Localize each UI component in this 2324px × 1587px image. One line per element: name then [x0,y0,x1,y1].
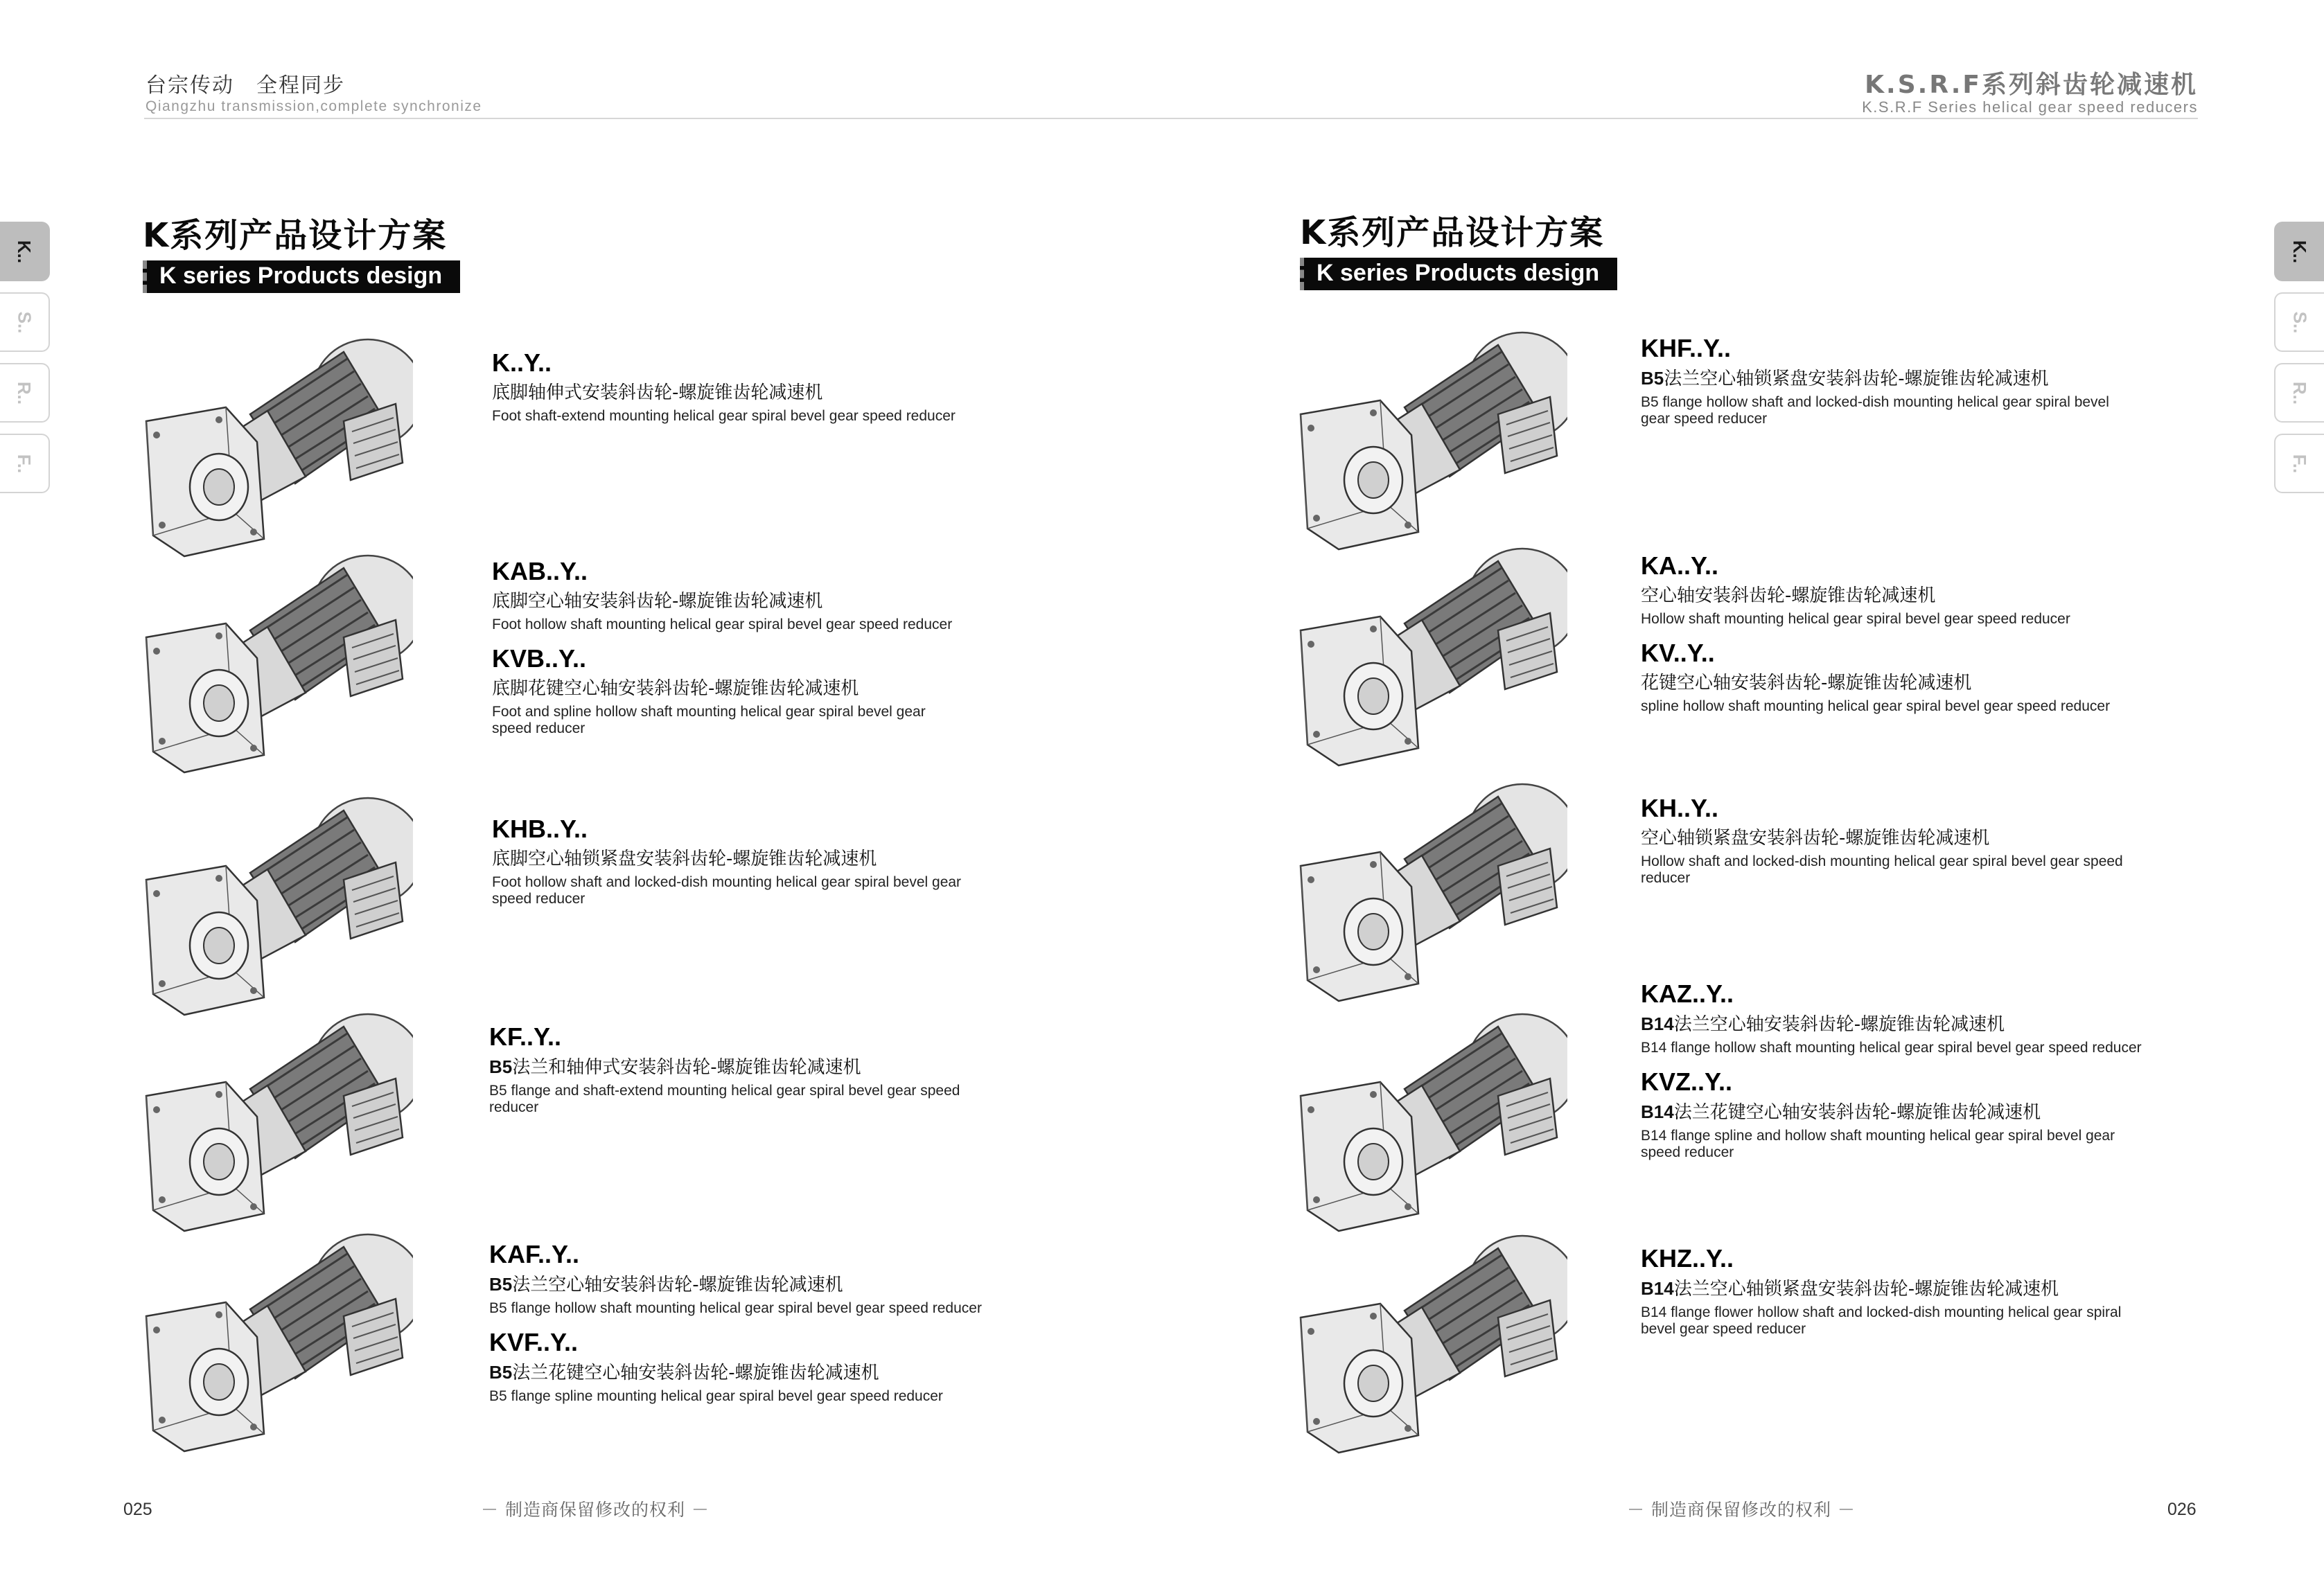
product-code: KHZ..Y.. [1641,1244,1734,1273]
right-section-title [1300,213,1617,290]
product-code: KV..Y.. [1641,638,1715,667]
product-name-cn: B5法兰和轴伸式安装斜齿轮-螺旋锥齿轮减速机 [489,1056,861,1078]
product-name-cn: 空心轴锁紧盘安装斜齿轮-螺旋锥齿轮减速机 [1641,827,1990,849]
tab-f-series[interactable]: F.. [0,434,50,493]
header-left-title: 台宗传动 全程同步 [146,73,345,98]
kf-reducer-image [136,1013,413,1234]
kab-reducer-image [136,554,413,776]
product-k-y [492,350,1005,425]
tab-r-series[interactable]: R.. [0,363,50,423]
product-kf [489,1024,1002,1115]
product-name-cn: B5法兰花键空心轴安装斜齿轮-螺旋锥齿轮减速机 [489,1361,879,1383]
product-name-en: Hollow shaft mounting helical gear spiral bevel gear speed reducer [1641,611,2070,628]
product-code: K..Y.. [492,348,552,377]
tab-k-series[interactable]: K.. [0,222,50,281]
product-name-en: B5 flange hollow shaft and locked-dish mounting helical gear spiral bevel gear speed reducer [1641,394,2109,427]
section-title-en: K series Products design [1300,258,1617,290]
product-code: KH..Y.. [1641,794,1719,822]
product-name-en: Foot and spline hollow shaft mounting helical gear spiral bevel gear speed reducer [492,704,926,736]
ka-reducer-image [1290,547,1567,769]
product-code: KF..Y.. [489,1022,562,1051]
product-name-cn: 底脚花键空心轴安装斜齿轮-螺旋锥齿轮减速机 [492,677,859,699]
product-kh [1641,795,2154,886]
tab-k-series[interactable]: K.. [2274,222,2324,281]
footer-note-right: － 制造商保留修改的权利 － [1627,1500,1856,1520]
khb-reducer-image [136,797,413,1018]
product-name-en: B14 flange hollow shaft mounting helical gear spiral bevel gear speed reducer [1641,1040,2142,1056]
left-series-tabs [0,222,50,504]
product-code: KHF..Y.. [1641,334,1732,362]
section-title-cn: K系列产品设计方案 [1300,213,1605,252]
product-name-en: B5 flange spline mounting helical gear spiral bevel gear speed reducer [489,1388,943,1405]
product-name-cn: 底脚轴伸式安装斜齿轮-螺旋锥齿轮减速机 [492,382,823,403]
tab-s-series[interactable]: S.. [2274,292,2324,352]
product-name-en: B14 flange spline and hollow shaft mounting helical gear spiral bevel gear speed reducer [1641,1128,2115,1160]
right-series-tabs [2274,222,2324,504]
product-khz [1641,1245,2154,1337]
product-kab-kvb [492,558,1005,736]
product-name-cn: 底脚空心轴锁紧盘安装斜齿轮-螺旋锥齿轮减速机 [492,848,877,869]
product-name-cn: 花键空心轴安装斜齿轮-螺旋锥齿轮减速机 [1641,672,1972,693]
header-left-subtitle: Qiangzhu transmission,complete synchronize [146,98,482,114]
section-title-en: K series Products design [143,260,460,293]
product-khb [492,816,1005,907]
tab-f-series[interactable]: F.. [2274,434,2324,493]
header-right-subtitle: K.S.R.F Series helical gear speed reducers [1862,98,2198,116]
product-name-en: B14 flange flower hollow shaft and locked-dish mounting helical gear spiral bevel gear speed reducer [1641,1304,2122,1337]
product-name-cn: 底脚空心轴安装斜齿轮-螺旋锥齿轮减速机 [492,590,823,612]
product-name-en: B5 flange hollow shaft mounting helical gear spiral bevel gear speed reducer [489,1300,982,1317]
product-name-en: Foot hollow shaft mounting helical gear spiral bevel gear speed reducer [492,617,953,633]
kaz-reducer-image [1290,1013,1567,1234]
tab-r-series[interactable]: R.. [2274,363,2324,423]
page-number-right: 026 [2167,1500,2197,1519]
product-code: KVB..Y.. [492,644,587,673]
product-khf [1641,335,2154,427]
product-code: KAF..Y.. [489,1240,580,1268]
tab-s-series[interactable]: S.. [0,292,50,352]
header-right-title: K.S.R.F系列斜齿轮减速机 [1865,71,2198,99]
kh-reducer-image [1290,783,1567,1004]
product-name-cn: B14法兰花键空心轴安装斜齿轮-螺旋锥齿轮减速机 [1641,1101,2041,1123]
product-code: KAB..Y.. [492,557,588,585]
left-section-title [143,216,460,293]
product-name-en: B5 flange and shaft-extend mounting helical gear spiral bevel gear speed reducer [489,1083,960,1115]
product-kaf-kvf [489,1241,1002,1405]
product-code: KVZ..Y.. [1641,1067,1733,1096]
section-title-cn: K系列产品设计方案 [143,216,448,255]
product-code: KVF..Y.. [489,1327,579,1356]
product-name-en: Hollow shaft and locked-dish mounting helical gear spiral bevel gear speed reducer [1641,853,2123,886]
product-name-en: spline hollow shaft mounting helical gear spiral bevel gear speed reducer [1641,698,2111,715]
product-ka-kv [1641,553,2154,715]
product-code: KAZ..Y.. [1641,979,1734,1008]
product-code: KA..Y.. [1641,551,1719,580]
product-name-cn: B14法兰空心轴锁紧盘安装斜齿轮-螺旋锥齿轮减速机 [1641,1277,2059,1300]
khz-reducer-image [1290,1234,1567,1456]
product-name-cn: B5法兰空心轴安装斜齿轮-螺旋锥齿轮减速机 [489,1273,843,1295]
product-name-cn: B5法兰空心轴锁紧盘安装斜齿轮-螺旋锥齿轮减速机 [1641,367,2049,389]
product-name-cn: 空心轴安装斜齿轮-螺旋锥齿轮减速机 [1641,585,1936,606]
khf-reducer-image [1290,331,1567,553]
header-divider [144,118,2198,119]
product-kaz-kvz [1641,981,2154,1160]
product-name-en: Foot shaft-extend mounting helical gear spiral bevel gear speed reducer [492,408,956,425]
product-name-cn: B14法兰空心轴安装斜齿轮-螺旋锥齿轮减速机 [1641,1013,2005,1035]
k-y-reducer-image [136,338,413,560]
footer-note-left: － 制造商保留修改的权利 － [481,1500,710,1520]
product-code: KHB..Y.. [492,815,588,843]
kaf-reducer-image [136,1233,413,1455]
page-number-left: 025 [123,1500,152,1519]
product-name-en: Foot hollow shaft and locked-dish mounting helical gear spiral bevel gear speed reducer [492,874,962,907]
